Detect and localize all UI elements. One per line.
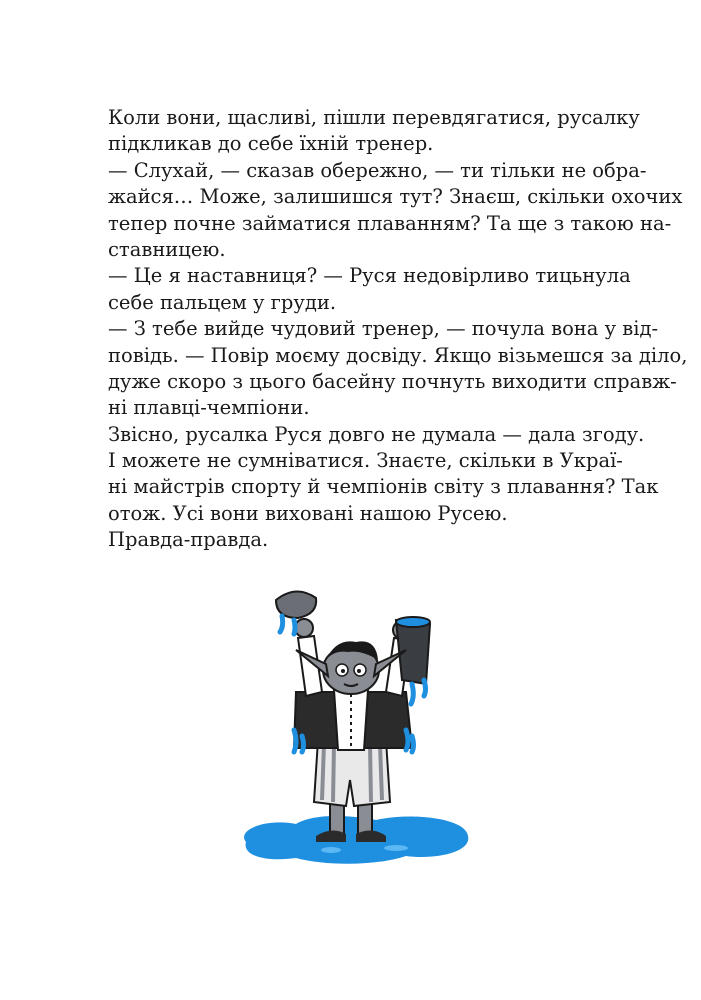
text-line: Коли вони, щасливі, пішли перевдягатися, русалку xyxy=(108,106,640,129)
text-line: жайся… Може, залишишся тут? Знаєш, скільки охочих xyxy=(108,185,683,209)
text-line: повідь. — Повір моєму досвіду. Якщо візьмешся за діло, xyxy=(108,343,688,367)
text-line: — Це я наставниця? — Руся недовірливо тицьнула xyxy=(108,264,631,288)
text-line: тепер почне займатися плаванням? Та ще з такою на- xyxy=(108,211,672,235)
text-line: І можете не сумніватися. Знаєте, скільки в Украї- xyxy=(108,449,623,473)
text-line: дуже скоро з цього басейну почнуть виходити справж- xyxy=(108,369,677,393)
goblin-illustration xyxy=(236,580,476,880)
text-line: Правда-правда. xyxy=(108,528,269,552)
text-line: себе пальцем у груди. xyxy=(108,290,337,314)
text-line: Звісно, русалка Руся довго не думала — дала згоду. xyxy=(108,422,645,446)
text-line: ні плавці-чемпіони. xyxy=(108,396,310,420)
text-line: ставницею. xyxy=(108,237,226,261)
story-text xyxy=(108,105,688,554)
text-line: — Слухай, — сказав обережно, — ти тільки не обра- xyxy=(108,158,647,182)
text-line: — З тебе вийде чудовий тренер, — почула вона у від- xyxy=(108,317,659,341)
text-line: отож. Усі вони виховані нашою Русею. xyxy=(108,501,508,525)
text-line: підкликав до себе їхній тренер. xyxy=(108,132,434,156)
text-line: ні майстрів спорту й чемпіонів світу з плавання? Так xyxy=(108,475,659,499)
